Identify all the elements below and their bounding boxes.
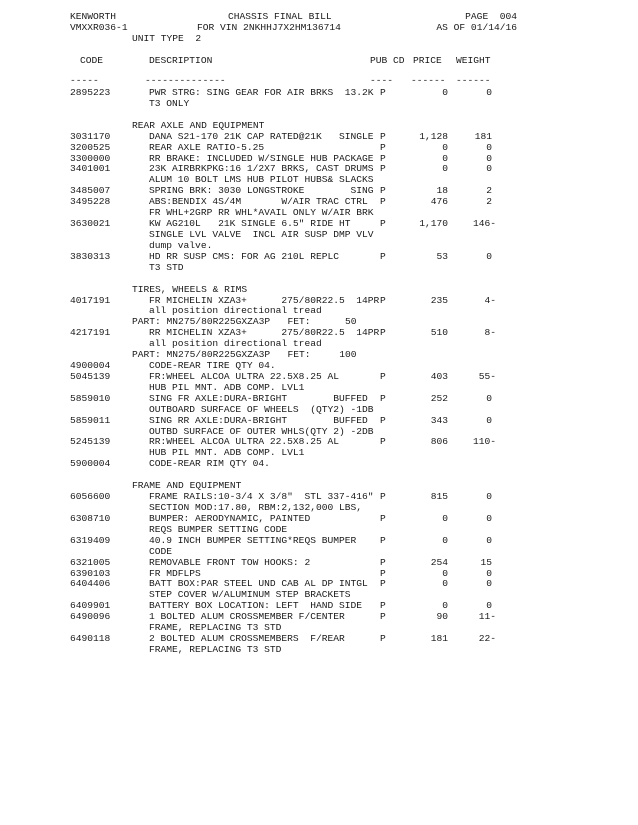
bill-line-continuation <box>0 229 638 240</box>
item-description: CODE-REAR TIRE QTY 04. <box>149 360 276 371</box>
bill-line-continuation <box>0 644 638 655</box>
item-price: 476 <box>430 196 448 208</box>
item-code: 3200525 <box>70 141 111 153</box>
item-price: 0 <box>442 163 448 175</box>
item-description: HUB PIL MNT. ADB COMP. LVL1 <box>149 381 305 393</box>
item-weight: 0 <box>486 152 492 164</box>
item-price: 806 <box>430 436 448 448</box>
item-price: 18 <box>436 185 448 197</box>
item-code: 5045139 <box>70 370 111 382</box>
item-description: all position directional tread <box>149 305 322 317</box>
pub-code: P <box>380 491 386 502</box>
bill-line-continuation <box>0 338 638 349</box>
unit-type: UNIT TYPE 2 <box>132 33 202 44</box>
bill-line-item <box>0 153 638 164</box>
bill-line-item <box>0 163 638 174</box>
bill-line-item <box>0 185 638 196</box>
item-weight: 0 <box>486 491 492 502</box>
bill-line-continuation <box>0 426 638 437</box>
item-description: REMOVABLE FRONT TOW HOOKS: 2 <box>149 556 311 568</box>
bill-line-continuation <box>0 524 638 535</box>
bill-line-item <box>0 393 638 404</box>
column-header-price: PRICE <box>413 55 442 66</box>
item-weight: 0 <box>486 512 492 524</box>
item-description: all position directional tread <box>149 338 322 350</box>
item-code: 2895223 <box>70 87 111 98</box>
item-price: 0 <box>442 87 448 98</box>
section-title: FRAME AND EQUIPMENT <box>132 480 242 492</box>
section-title: REAR AXLE AND EQUIPMENT <box>132 119 265 131</box>
bill-line-continuation <box>0 305 638 316</box>
pub-code: P <box>380 600 386 612</box>
item-description: 1 BOLTED ALUM CROSSMEMBER F/CENTER <box>149 611 345 623</box>
item-description: SPRING BRK: 3030 LONGSTROKE SING <box>149 185 374 197</box>
pub-code: P <box>380 218 386 229</box>
as-of-date: AS OF 01/14/16 <box>436 22 517 33</box>
item-description: FR MDFLPS <box>149 567 201 579</box>
item-code: 4217191 <box>70 327 111 339</box>
bill-line-continuation <box>0 382 638 393</box>
item-price: 90 <box>436 611 448 623</box>
pub-code: P <box>380 567 386 579</box>
item-description: HD RR SUSP CMS: FOR AG 210L REPLC <box>149 250 339 262</box>
item-code: 3830313 <box>70 250 111 262</box>
blank-line <box>0 109 638 120</box>
item-weight: 146- <box>472 218 496 229</box>
item-weight: 0 <box>486 534 492 546</box>
item-description: SECTION MOD:17.80, RBM:2,132,000 LBS, <box>149 502 363 513</box>
item-description: HUB PIL MNT. ADB COMP. LVL1 <box>149 447 305 459</box>
bill-line-continuation <box>0 98 638 109</box>
item-code: 4900004 <box>70 360 111 371</box>
item-weight: 0 <box>486 250 492 262</box>
item-code: 6321005 <box>70 556 111 568</box>
item-weight: 2 <box>486 196 492 208</box>
pub-code: P <box>380 414 386 426</box>
item-price: 254 <box>430 556 448 568</box>
pub-code: P <box>380 578 386 590</box>
bill-line-item <box>0 327 638 338</box>
item-code: 6056600 <box>70 491 111 502</box>
report-title: CHASSIS FINAL BILL <box>228 11 332 22</box>
item-weight: 15 <box>480 556 492 568</box>
item-description: BATT BOX:PAR STEEL UND CAB AL DP INTGL <box>149 578 368 590</box>
dash-pub-cd: ---- <box>370 75 394 86</box>
item-weight: 181 <box>474 130 492 142</box>
header-line-3 <box>0 33 638 44</box>
item-weight: 0 <box>486 414 492 426</box>
item-description: REAR AXLE RATIO-5.25 <box>149 141 265 153</box>
pub-code: P <box>380 436 386 448</box>
item-description: KW AG210L 21K SINGLE 6.5" RIDE HT <box>149 218 351 229</box>
item-price: 0 <box>442 567 448 579</box>
pub-code: P <box>380 250 386 262</box>
item-code: 3485007 <box>70 185 111 197</box>
item-description: BUMPER: AERODYNAMIC, PAINTED <box>149 512 311 524</box>
item-price: 1,128 <box>419 130 448 142</box>
item-description: T3 ONLY <box>149 97 190 109</box>
pub-code: P <box>380 556 386 568</box>
bill-line-item <box>0 415 638 426</box>
pub-code: P <box>380 130 386 142</box>
item-price: 0 <box>442 600 448 612</box>
pub-code: P <box>380 633 386 644</box>
pub-code: P <box>380 196 386 208</box>
pub-code: P <box>380 611 386 623</box>
column-dashes <box>0 75 638 86</box>
item-weight: 0 <box>486 392 492 404</box>
section-heading <box>0 480 638 491</box>
item-description: STEP COVER W/ALUMINUM STEP BRACKETS <box>149 589 351 601</box>
item-description: REQS BUMPER SETTING CODE <box>149 523 288 535</box>
section-heading <box>0 284 638 295</box>
item-description: RR:WHEEL ALCOA ULTRA 22.5X8.25 AL <box>149 436 339 448</box>
pub-code: P <box>380 185 386 197</box>
item-weight: 22- <box>478 633 496 644</box>
item-weight: 110- <box>472 436 496 448</box>
bill-line-item <box>0 513 638 524</box>
item-price: 343 <box>430 414 448 426</box>
item-code: 3300000 <box>70 152 111 164</box>
item-weight: 2 <box>486 185 492 197</box>
item-description: FR MICHELIN XZA3+ 275/80R22.5 14PR <box>149 294 380 306</box>
bill-line-item <box>0 295 638 306</box>
item-description: CODE-REAR RIM QTY 04. <box>149 458 270 470</box>
item-description: OUTBD SURFACE OF OUTER WHLS(QTY 2) -2DB <box>149 425 374 437</box>
item-description: ALUM 10 BOLT LMS HUB PILOT HUBS& SLACKS <box>149 174 374 186</box>
bill-line-item <box>0 196 638 207</box>
pub-code: P <box>380 512 386 524</box>
bill-line-item <box>0 578 638 589</box>
item-code: 5900004 <box>70 458 111 470</box>
item-code: 5859011 <box>70 414 111 426</box>
item-description: FR:WHEEL ALCOA ULTRA 22.5X8.25 AL <box>149 370 339 382</box>
item-code: 3401001 <box>70 163 111 175</box>
bill-line-item <box>0 436 638 447</box>
item-description: FR WHL+2GRP RR WHL*AVAIL ONLY W/AIR BRK <box>149 207 374 219</box>
item-description: SING RR AXLE:DURA-BRIGHT BUFFED <box>149 414 368 426</box>
bill-line-item <box>0 491 638 502</box>
header-line-1 <box>0 11 638 22</box>
item-code: 5859010 <box>70 392 111 404</box>
bill-line-item <box>0 557 638 568</box>
bill-line-continuation <box>0 502 638 513</box>
item-description: DANA S21-170 21K CAP RATED@21K SINGLE <box>149 130 374 142</box>
item-price: 0 <box>442 512 448 524</box>
bill-line-continuation <box>0 240 638 251</box>
item-code: 6319409 <box>70 534 111 546</box>
column-header-description: DESCRIPTION <box>149 55 213 66</box>
pub-code: P <box>380 294 386 306</box>
bill-line-continuation <box>0 174 638 185</box>
item-description: OUTBOARD SURFACE OF WHEELS (QTY2) -1DB <box>149 403 374 415</box>
item-price: 0 <box>442 152 448 164</box>
item-description: dump valve. <box>149 239 213 251</box>
item-description: FRAME, REPLACING T3 STD <box>149 643 282 655</box>
bill-line-item <box>0 142 638 153</box>
page-number: PAGE 004 <box>465 11 517 22</box>
item-price: 53 <box>436 250 448 262</box>
bill-line-item <box>0 568 638 579</box>
vin-line: FOR VIN 2NKHHJ7X2HM136714 <box>197 22 341 33</box>
dash-code: ----- <box>70 75 99 86</box>
item-description: FRAME RAILS:10-3/4 X 3/8" STL 337-416" <box>149 491 374 502</box>
pub-code: P <box>380 141 386 153</box>
pub-code: P <box>380 152 386 164</box>
bill-line-item <box>0 87 638 98</box>
item-description: T3 STD <box>149 261 184 273</box>
item-weight: 4- <box>484 294 496 306</box>
bill-line-item <box>0 218 638 229</box>
item-code: 3031170 <box>70 130 111 142</box>
item-price: 815 <box>430 491 448 502</box>
item-description: FRAME, REPLACING T3 STD <box>149 622 282 634</box>
bill-line-continuation <box>0 262 638 273</box>
item-price: 181 <box>430 633 448 644</box>
item-weight: 55- <box>478 370 496 382</box>
item-description: PART: MN275/80R225GXZA3P FET: 50 <box>132 316 357 328</box>
item-price: 403 <box>430 370 448 382</box>
bill-line-continuation <box>0 316 638 327</box>
bill-line-continuation <box>0 207 638 218</box>
item-description: SING FR AXLE:DURA-BRIGHT BUFFED <box>149 392 368 404</box>
item-description: CODE <box>149 545 173 557</box>
item-price: 235 <box>430 294 448 306</box>
pub-code: P <box>380 370 386 382</box>
blank-line <box>0 273 638 284</box>
section-heading <box>0 120 638 131</box>
item-description: SINGLE LVL VALVE INCL AIR SUSP DMP VLV <box>149 229 374 240</box>
bill-line-item <box>0 371 638 382</box>
company-name: KENWORTH <box>70 11 117 22</box>
item-weight: 0 <box>486 87 492 98</box>
item-price: 252 <box>430 392 448 404</box>
column-headers <box>0 55 638 66</box>
item-weight: 11- <box>478 611 496 623</box>
pub-code: P <box>380 163 386 175</box>
bill-line-item <box>0 600 638 611</box>
item-price: 0 <box>442 578 448 590</box>
item-code: 6490118 <box>70 633 111 644</box>
item-weight: 0 <box>486 578 492 590</box>
item-code: 3495228 <box>70 196 111 208</box>
item-price: 0 <box>442 534 448 546</box>
item-code: 4017191 <box>70 294 111 306</box>
item-weight: 0 <box>486 141 492 153</box>
item-code: 6390103 <box>70 567 111 579</box>
bill-line-continuation <box>0 589 638 600</box>
item-code: 3630021 <box>70 218 111 229</box>
item-code: 6308710 <box>70 512 111 524</box>
pub-code: P <box>380 392 386 404</box>
bill-line-continuation <box>0 546 638 557</box>
item-code: 6490096 <box>70 611 111 623</box>
item-weight: 8- <box>484 327 496 339</box>
item-code: 6409901 <box>70 600 111 612</box>
item-price: 0 <box>442 141 448 153</box>
column-header-pub-cd: PUB CD <box>370 55 405 66</box>
bill-line-continuation <box>0 447 638 458</box>
section-title: TIRES, WHEELS & RIMS <box>132 283 248 295</box>
pub-code: P <box>380 87 386 98</box>
item-description: 2 BOLTED ALUM CROSSMEMBERS F/REAR <box>149 633 345 644</box>
header-line-2 <box>0 22 638 33</box>
item-description: ABS:BENDIX 4S/4M W/AIR TRAC CTRL <box>149 196 368 208</box>
item-description: RR MICHELIN XZA3+ 275/80R22.5 14PR <box>149 327 380 339</box>
blank-line <box>0 469 638 480</box>
column-header-weight: WEIGHT <box>456 55 491 66</box>
bill-line-item <box>0 131 638 142</box>
pub-code: P <box>380 534 386 546</box>
report-id: VMXXR036-1 <box>70 22 128 33</box>
item-price: 510 <box>430 327 448 339</box>
item-description: 40.9 INCH BUMPER SETTING*REQS BUMPER <box>149 534 357 546</box>
item-code: 6404406 <box>70 578 111 590</box>
item-weight: 0 <box>486 600 492 612</box>
dash-weight: ------ <box>456 75 491 86</box>
item-code: 5245139 <box>70 436 111 448</box>
bill-line-item <box>0 535 638 546</box>
item-description: PART: MN275/80R225GXZA3P FET: 100 <box>132 349 357 361</box>
bill-line-continuation <box>0 404 638 415</box>
bill-line-item <box>0 360 638 371</box>
bill-line-continuation <box>0 349 638 360</box>
item-description: 23K AIRBRKPKG:16 1/2X7 BRKS, CAST DRUMS <box>149 163 374 175</box>
bill-line-item <box>0 251 638 262</box>
bill-line-item <box>0 633 638 644</box>
dash-description: -------------- <box>145 75 226 86</box>
bill-line-item <box>0 611 638 622</box>
pub-code: P <box>380 327 386 339</box>
item-description: BATTERY BOX LOCATION: LEFT HAND SIDE <box>149 600 363 612</box>
column-header-code: CODE <box>80 55 104 66</box>
bill-line-continuation <box>0 622 638 633</box>
item-weight: 0 <box>486 567 492 579</box>
item-weight: 0 <box>486 163 492 175</box>
dash-price: ------ <box>411 75 446 86</box>
bill-line-item <box>0 458 638 469</box>
item-description: PWR STRG: SING GEAR FOR AIR BRKS 13.2K <box>149 87 374 98</box>
item-price: 1,170 <box>419 218 448 229</box>
item-description: RR BRAKE: INCLUDED W/SINGLE HUB PACKAGE <box>149 152 374 164</box>
